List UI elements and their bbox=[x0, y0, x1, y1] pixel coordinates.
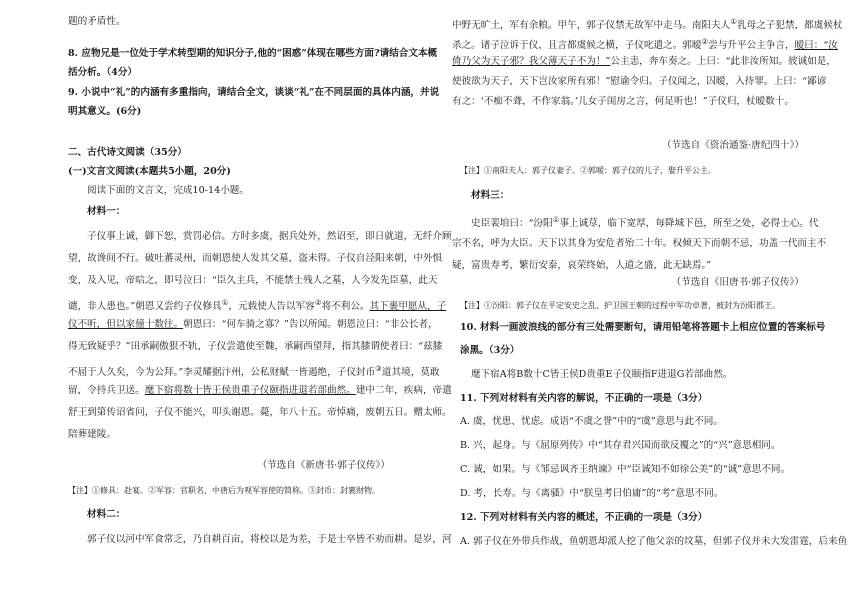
material-3-note: 【注】①汾阳：郭子仪在平定安史之乱、护卫国王朝的过程中军功卓著，被封为汾阳郡王。 bbox=[460, 301, 780, 310]
material-1-line bbox=[68, 297, 446, 313]
material-2-source: （节选自《资治通鉴·唐纪四十》） bbox=[661, 140, 804, 151]
material-1-line: 得无致疑乎？”田承嗣傲狠不轨，子仪尝遣使至魏，承嗣西望拜，指其膝谓使者曰：“兹膝 bbox=[68, 341, 443, 352]
question-11-option-a: A. 虞，忧患、忧虑。成语“不虞之誉”中的“虞”意思与此不同。 bbox=[460, 416, 723, 427]
material-1-line: 子仪事上诚，御下恕，赏罚必信。方时多虞，据兵处外，然诏至，即日就道，无纤介顾 bbox=[87, 231, 452, 242]
material-2-line bbox=[452, 36, 838, 52]
text-run: 将不利公。 bbox=[321, 301, 370, 313]
instruction: 阅读下面的文言文，完成10-14小题。 bbox=[87, 185, 249, 196]
text-run: 不屈于人久矣，今为公拜。”李灵耀据汴州，公私财赋一皆遏绝，子仪封币 bbox=[68, 367, 376, 379]
question-12-option-a: A. 郭子仪在外带兵作战，鱼朝恩却派人挖了他父亲的坟墓，但郭子仪并未大发雷霆，后来鱼 bbox=[460, 536, 848, 547]
material-3-line: 宗不名，呼为大臣。天下以其身为安危者殆二十年。权倾天下而朝不忌，功盖一代而主不 bbox=[452, 238, 827, 249]
footnote-mark: ① bbox=[730, 17, 738, 26]
question-8-line1: 8. 应物兄是一位处于学术转型期的知识分子,他的“困惑”体现在哪些方面?请结合文本概 bbox=[68, 48, 438, 59]
material-2-note: 【注】①南阳夫人：郭子仪妻子。②郭暧：郭子仪的儿子，娶升平公主。 bbox=[460, 166, 716, 175]
material-2-line: 使彼欲为天子，天下岂汝家所有邪！”慰谕令归。子仪闻之，囚暧，入待罪。上曰：“鄙谚 bbox=[452, 76, 827, 87]
material-1-line bbox=[68, 363, 439, 379]
text-run: 杀之。诸子泣诉于仪，且言都虞候之横，子仪叱遣之。郭暧 bbox=[452, 40, 702, 52]
text-run: 史臣裴垍曰：“汾阳 bbox=[471, 218, 553, 230]
material-2-line bbox=[452, 56, 836, 68]
underlined-text: 暧曰：“汝 bbox=[794, 40, 838, 52]
footnote-mark: ① bbox=[221, 298, 229, 307]
question-9-line2: 明其意义。(6分) bbox=[68, 106, 142, 117]
material-3-line: 疑，富贵寿考，繁衍安泰，哀荣终始，人道之盛，此无缺焉。” bbox=[452, 260, 712, 271]
question-8-line2: 括分析。（4分） bbox=[68, 67, 138, 78]
material-1-line: 望，故谗间不行。破吐蕃灵州，而朝恩使人发其父墓，盗未得。子仪自泾阳来朝，中外惧 bbox=[68, 253, 443, 264]
question-9-line1: 9. 小说中“礼”的内涵有多重指向，请结合全文，谈谈“礼”在不同层面的具体内涵，并说 bbox=[68, 87, 440, 98]
text-run: 建中二年，疾病，帝遣 bbox=[355, 385, 452, 396]
material-2-line: 郭子仪以河中军食常乏，乃自耕百亩，将校以是为差，于是士卒皆不劝而耕。是岁，河 bbox=[87, 534, 452, 545]
text-run: 公主恚，奔车奏之。上曰：“此非汝所知。彼诚如是， bbox=[610, 56, 836, 67]
material-1-line: 变，及入见，帝唁之，即号泣曰：“臣久主兵，不能禁士残人之墓，人今发先臣墓，此天 bbox=[68, 275, 438, 286]
text-run: 乳母之子犯禁，都虞候杖 bbox=[737, 20, 843, 32]
right-column bbox=[452, 0, 848, 607]
material-2-line: 有之：‘不痴不聋，不作家翁。’儿女子闺房之言，何足听也！”子仪归，杖暧数十。 bbox=[452, 96, 794, 107]
text-run: 留，令持兵卫送。 bbox=[68, 385, 145, 396]
text-run: 事上诚荩，临下宽厚，每降城下邑，所至之处，必得士心。代 bbox=[559, 218, 819, 230]
text-run: 谴，非人患也。”朝恩又尝约子仪修具 bbox=[68, 301, 222, 313]
footnote-mark: ② bbox=[701, 37, 709, 46]
material-2-title: 材料二： bbox=[87, 509, 126, 520]
subsection-title: (一)文言文阅读(本题共5小题，20分) bbox=[68, 166, 231, 177]
text-run: 朝恩曰：“何车骑之寡？”告以所闻。朝恩泣曰：“非公长者， bbox=[183, 319, 438, 330]
material-1-line bbox=[68, 319, 438, 331]
question-11-option-d: D. 考，长寿。与《离骚》中“朕皇考曰伯庸”的“考”意思不同。 bbox=[460, 488, 724, 499]
text-run: ，元载使人告以军容 bbox=[228, 301, 315, 313]
material-1-title: 材料一： bbox=[87, 206, 126, 217]
material-3-title: 材料三： bbox=[471, 190, 510, 201]
underlined-text: 仪不听，但以家僮十数往。 bbox=[68, 319, 184, 330]
underlined-text: 其下裹甲愿从，子 bbox=[369, 301, 447, 313]
text-run: 道其境，莫敢 bbox=[381, 367, 440, 379]
text-run: 中野无旷土，军有余粮。甲午，郭子仪禁无故军中走马。南阳夫人 bbox=[452, 20, 731, 32]
material-1-source: （节选自《新唐书·郭子仪传》） bbox=[257, 460, 390, 471]
question-10-line2: 涂黑。（3分） bbox=[460, 345, 520, 356]
footnote-mark: ① bbox=[552, 215, 560, 224]
wavy-underlined-text: 麾下宿将数十皆王侯贵重子仪颐指进退若部曲然。 bbox=[144, 385, 356, 396]
material-2-line bbox=[452, 16, 843, 32]
footnote-mark: ② bbox=[314, 298, 322, 307]
material-3-source: （节选自《旧唐书·郭子仪传》） bbox=[671, 277, 804, 288]
text-run: 尝与升平公主争言， bbox=[708, 40, 795, 52]
material-1-line: 舒王到第传诏省问，子仪不能兴，叩头谢恩。薨，年八十五。帝悼痛，废朝五日。赠太师。 bbox=[68, 407, 452, 418]
question-11-option-c: C. 诚，如果。与《邹忌讽齐王纳谏》中“臣诚知不如徐公美”的“诚”意思不同。 bbox=[460, 464, 791, 475]
question-tail: 题的矛盾性。 bbox=[68, 16, 126, 27]
underlined-text: 倚乃父为天子邪？我父薄天子不为！” bbox=[452, 56, 611, 67]
section-title: 二、古代诗文阅读（35分） bbox=[68, 147, 187, 158]
left-column bbox=[68, 0, 452, 607]
question-12-title: 12. 下列对材料有关内容的概述，不正确的一项是（3分） bbox=[460, 512, 708, 523]
question-11-title: 11. 下列对材料有关内容的解说，不正确的一项是（3分） bbox=[460, 393, 708, 404]
material-3-line bbox=[471, 214, 819, 230]
material-1-note: 【注】①修具：赴宴。②军容：官职名，中唐后为观军容使的简称。③封币：封裹财物。 bbox=[68, 486, 380, 495]
question-10-options: 麾下宿A将B数十C皆王侯D贵重E子仪颐指F进退G若部曲然。 bbox=[471, 369, 733, 380]
question-11-option-b: B. 兴，起身。与《屈原列传》中“其存君兴国而欲反覆之”的“兴”意思相同。 bbox=[460, 440, 781, 451]
question-10-line1: 10. 材料一画波浪线的部分有三处需要断句，请用铅笔将答题卡上相应位置的答案标号 bbox=[460, 322, 826, 333]
material-1-line: 陪葬建陵。 bbox=[68, 429, 116, 440]
material-1-line bbox=[68, 385, 452, 397]
footnote-mark: ③ bbox=[375, 364, 382, 373]
